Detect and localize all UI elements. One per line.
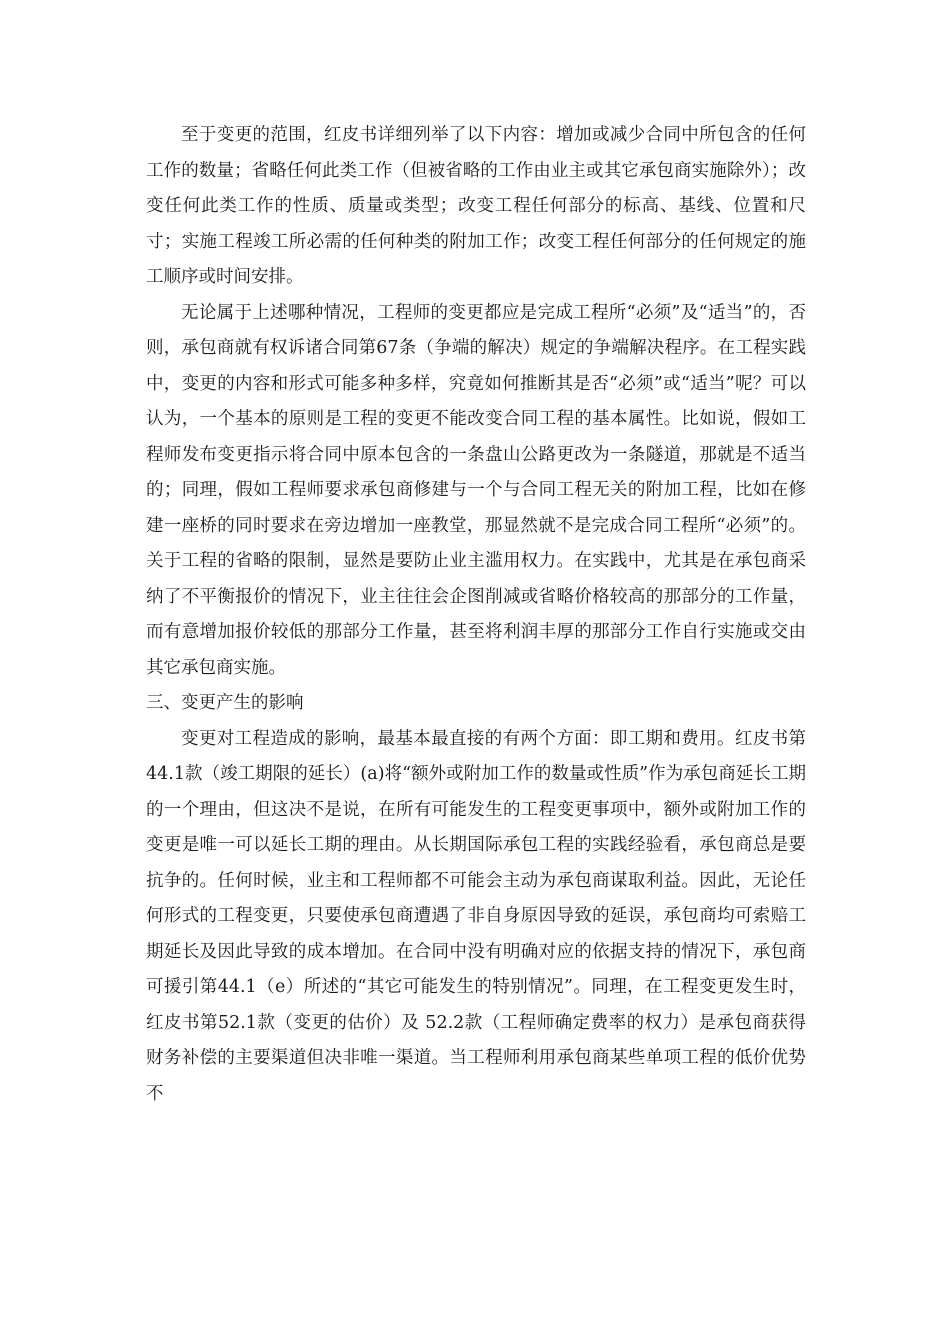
paragraph-change-necessity: 无论属于上述哪种情况，工程师的变更都应是完成工程所“必须”及“适当”的，否则，承包商就有权诉诸合同第67条（争端的解决）规定的争端解决程序。在工程实践中，变更的内容和形式可能多种多样，究竟如何推断其是否“必须”或“适当”呢？可以认为，一个基本的原则是工程的变更不能改变合同工程的基本属性。比如说，假如工程师发布变更指示将合同中原本包含的一条盘山公路更改为一条隧道，那就是不适当的；同理，假如工程师要求承包商修建与一个与合同工程无关的附加工程，比如在修建一座桥的同时要求在旁边增加一座教堂，那显然就不是完成合同工程所“必须”的。关于工程的省略的限制，显然是要防止业主滥用权力。在实践中，尤其是在承包商采纳了不平衡报价的情况下，业主往往会企图削减或省略价格较高的那部分的工作量，而有意增加报价较低的那部分工作量，甚至将利润丰厚的那部分工作自行实施或交由其它承包商实施。 xyxy=(146,302,806,678)
document-body xyxy=(146,118,806,1112)
paragraph-change-scope: 至于变更的范围，红皮书详细列举了以下内容：增加或减少合同中所包含的任何工作的数量；省略任何此类工作（但被省略的工作由业主或其它承包商实施除外）；改变任何此类工作的性质、质量或类型；改变工程任何部分的标高、基线、位置和尺寸；实施工程竣工所必需的任何种类的附加工作；改变工程任何部分的任何规定的施工顺序或时间安排。 xyxy=(146,125,806,287)
paragraph-change-impact: 变更对工程造成的影响，最基本最直接的有两个方面：即工期和费用。红皮书第44.1款（竣工期限的延长）(a)将“额外或附加工作的数量或性质”作为承包商延长工期的一个理由，但这决不是说，在所有可能发生的工程变更事项中，额外或附加工作的变更是唯一可以延长工期的理由。从长期国际承包工程的实践经验看，承包商总是要抗争的。任何时候，业主和工程师都不可能会主动为承包商谋取利益。因此，无论任何形式的工程变更，只要使承包商遭遇了非自身原因导致的延误，承包商均可索赔工期延长及因此导致的成本增加。在合同中没有明确对应的依据支持的情况下，承包商可援引第44.1（e）所述的“其它可能发生的特别情况”。同理，在工程变更发生时，红皮书第52.1款（变更的估价）及 52.2款（工程师确定费率的权力）是承包商获得财务补偿的主要渠道但决非唯一渠道。当工程师利用承包商某些单项工程的低价优势不 xyxy=(146,728,806,1104)
section-heading: 三、变更产生的影响 xyxy=(146,693,304,713)
